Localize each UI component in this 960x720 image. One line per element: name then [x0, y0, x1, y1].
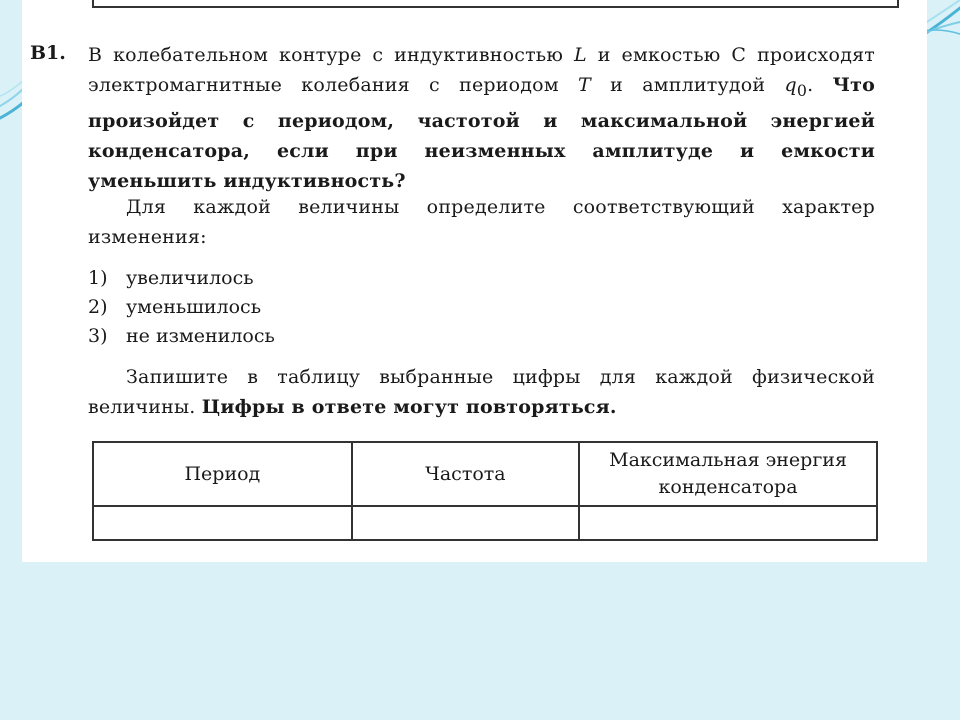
option-item [88, 322, 275, 351]
answer-note [88, 362, 875, 422]
previous-task-frame [92, 0, 899, 8]
answer-cell-frequency[interactable] [352, 506, 579, 540]
answer-cell-max-energy[interactable] [579, 506, 877, 540]
option-number: 3) [88, 325, 108, 347]
option-number: 1) [88, 267, 108, 289]
task-instruction: Для каждой величины определите соответствующий характер изменения: [88, 196, 875, 248]
task-question: Что произойдет с периодом, частотой и максимальной энергией конденсатора, если при неизменных амплитуде и емкости уменьшить индуктивность? [88, 74, 876, 192]
option-item [88, 293, 275, 322]
symbol-inductance: L [574, 44, 587, 66]
task-text-4: . [807, 74, 833, 96]
worksheet-page [22, 0, 927, 562]
symbol-amplitude: q [784, 74, 797, 96]
header-frequency: Частота [352, 442, 579, 506]
answer-table-header-row [93, 442, 877, 506]
option-label: уменьшилось [126, 296, 262, 318]
option-number: 2) [88, 296, 108, 318]
note-emphasis: Цифры в ответе могут повторяться. [201, 396, 617, 418]
option-label: увеличилось [126, 267, 254, 289]
options-list [88, 264, 275, 351]
note-text: Запишите в таблицу выбранные цифры для каждой физической величины. [88, 366, 875, 418]
task-number: В1. [30, 42, 66, 64]
answer-table [92, 441, 878, 541]
task-text-3: и амплитудой [590, 74, 785, 96]
option-label: не изменилось [126, 325, 275, 347]
task-statement [88, 40, 875, 196]
task-text-2: и емкостью С происходят электромагнитные колебания с периодом [88, 44, 875, 96]
symbol-period: T [578, 74, 591, 96]
answer-cell-period[interactable] [93, 506, 352, 540]
task-text-1: В колебательном контуре с индуктивностью [88, 44, 574, 66]
answer-table-input-row [93, 506, 877, 540]
header-max-energy: Максимальная энергия конденсатора [579, 442, 877, 506]
header-period: Период [93, 442, 352, 506]
symbol-amplitude-subscript: 0 [796, 80, 808, 100]
option-item [88, 264, 275, 293]
